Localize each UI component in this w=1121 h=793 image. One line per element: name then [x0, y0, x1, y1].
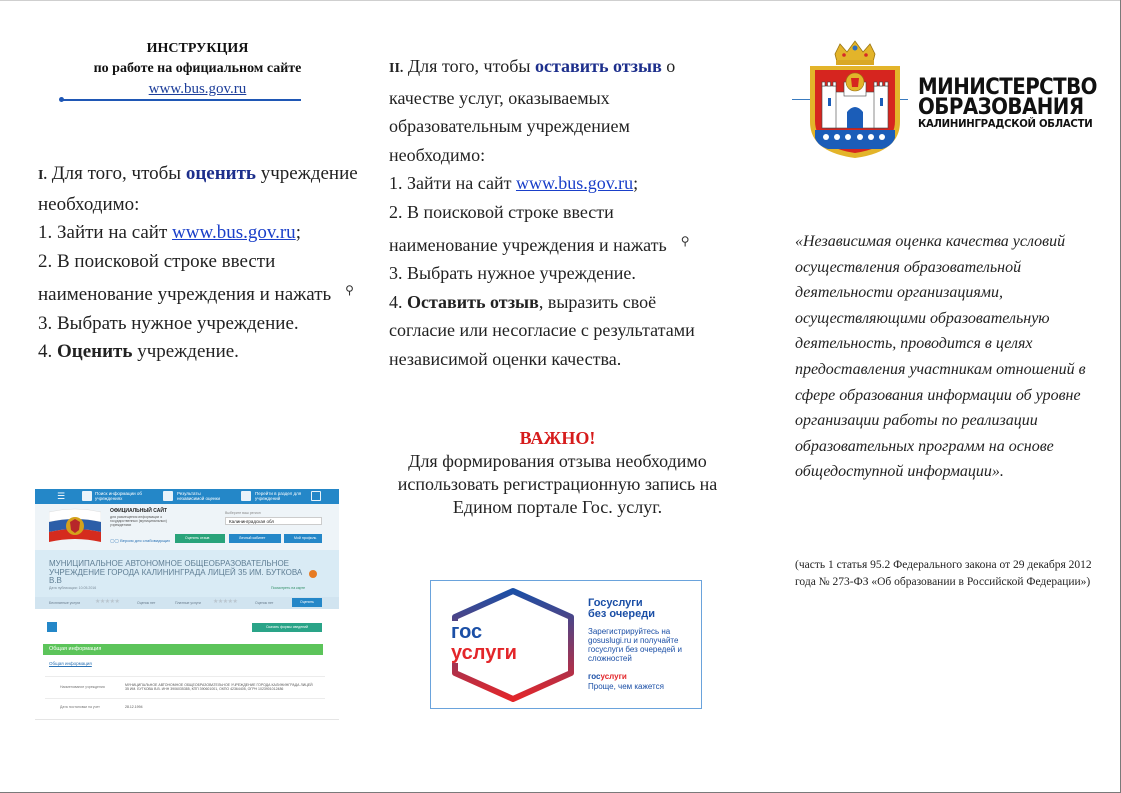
- important-text: Для формирования отзыва необходимо использовать регистрационную запись на Едином портале Гос. услуг.: [397, 451, 718, 517]
- important-title: ВАЖНО!: [519, 428, 596, 448]
- step-4: [38, 338, 358, 367]
- banner-headline: [588, 598, 655, 620]
- ministry-line-3: КАЛИНИНГРАДСКОЙ ОБЛАСТИ: [918, 117, 1093, 130]
- step-3: 3. Выбрать нужное учреждение.: [38, 312, 299, 334]
- step-2-text: 2. В поисковой строке ввести наименование учреждения и нажать: [38, 250, 332, 305]
- step-4-suffix: учреждение.: [132, 341, 239, 362]
- section-number: II.: [389, 61, 404, 76]
- search-icon: ⚲: [345, 283, 354, 297]
- banner-body: Зарегистрируйтесь на gosuslugi.ru и получайте госуслуги без очередей и сложностей: [588, 627, 682, 663]
- menu-square-icon: [47, 622, 57, 632]
- menu-icon: ☰: [57, 491, 66, 501]
- gosuslugi-logo-top: гос: [451, 621, 483, 643]
- step-1-suffix: ;: [633, 173, 639, 194]
- building-icon: [82, 491, 92, 501]
- glasses-icon: ◯◯: [110, 538, 121, 543]
- step-1: [389, 169, 719, 198]
- briefcase-icon: [241, 491, 251, 501]
- step-4-keyword: Оставить отзыв: [407, 291, 539, 312]
- banner-slogan: Проще, чем кажется: [588, 682, 664, 691]
- paid-services-label: Платные услуги: [175, 601, 201, 605]
- important-note: [380, 427, 735, 519]
- search-icon: ⚲: [680, 233, 690, 248]
- rate-instructions: [38, 160, 358, 367]
- row-value: МУНИЦИПАЛЬНОЕ АВТОНОМНОЕ ОБЩЕОБРАЗОВАТЕЛЬНОЕ УЧРЕЖДЕНИЕ ГОРОДА КАЛИНИНГРАДА ЛИЦЕЙ 35 ИМ. БУТКОВА В.В. ИНН 3906035385, КПП 390601001, ОКПО 42364405, ОГРН 1023901012486: [125, 683, 313, 691]
- site-topbar: [35, 489, 339, 504]
- download-forms-button: Скачать формы сведений: [252, 623, 322, 632]
- publication-date: Дата публикации: 10.05.2016: [49, 586, 97, 590]
- instruction-url[interactable]: www.bus.gov.ru: [148, 81, 247, 97]
- help-icon: [311, 491, 321, 501]
- header-rule: [61, 99, 301, 101]
- ministry-name: [918, 75, 1117, 131]
- section-number: I.: [38, 168, 47, 183]
- rate-review-button: Оценить отзыв: [175, 534, 225, 543]
- gosuslugi-logo-bottom: услуги: [451, 642, 517, 664]
- cabinet-button: Личный кабинет: [229, 534, 281, 543]
- step-1: [38, 219, 358, 248]
- map-link: Посмотреть на карте: [271, 586, 306, 590]
- site-link[interactable]: www.bus.gov.ru: [172, 222, 296, 243]
- row-key: Наименование учреждения: [60, 685, 105, 689]
- russian-flag-emblem-icon: [49, 508, 101, 546]
- step-2-text: 2. В поисковой строке ввести наименование учреждения и нажать: [389, 201, 667, 255]
- review-intro: [389, 52, 719, 169]
- region-select: Калининградская обл: [225, 517, 322, 525]
- nav-institutions: Перейти в раздел для учреждений: [255, 491, 302, 501]
- step-2: [389, 198, 719, 259]
- general-info-link: Общая информация: [49, 661, 92, 666]
- general-info-header: Общая информация: [43, 644, 323, 655]
- step-4: [389, 288, 719, 374]
- instruction-title: ИНСТРУКЦИЯ: [146, 41, 249, 56]
- free-services-hint: Оценок нет: [137, 601, 156, 605]
- gosuslugi-banner: [430, 580, 702, 709]
- review-instructions: [389, 52, 719, 374]
- organization-name: МУНИЦИПАЛЬНОЕ АВТОНОМНОЕ ОБЩЕОБРАЗОВАТЕЛЬНОЕ УЧРЕЖДЕНИЕ ГОРОДА КАЛИНИНГРАДА ЛИЦЕЙ 35 ИМ. БУТКОВА В.В: [49, 559, 303, 585]
- kaliningrad-coat-of-arms-icon: [802, 40, 908, 160]
- keyword-review: оставить отзыв: [534, 56, 662, 76]
- rate-intro: [38, 160, 358, 219]
- brand-part-1: гос: [588, 672, 601, 681]
- nav-results: Результаты независимой оценки: [177, 491, 220, 501]
- step-4-keyword: Оценить: [57, 341, 133, 362]
- brand-part-2: услуги: [600, 672, 627, 681]
- intro-text-end: о качестве услуг, оказываемых образовательным учреждением необходимо:: [389, 56, 676, 165]
- ministry-line-2: ОБРАЗОВАНИЯ: [918, 95, 1084, 120]
- accessibility-text: Версия для слабовидящих: [120, 538, 171, 543]
- page-border-top: [0, 0, 1121, 1]
- rule-dot: [59, 97, 64, 102]
- intro-text-end: учреждение необходимо:: [38, 163, 358, 215]
- region-label: Выберите ваш регион: [225, 511, 261, 515]
- law-reference: (часть 1 статья 95.2 Федерального закона от 29 декабря 2012 года № 273-ФЗ «Об образовании в Российской Федерации»): [795, 559, 1092, 588]
- step-1-text: 1. Зайти на сайт: [389, 173, 516, 194]
- step-4-prefix: 4.: [389, 291, 407, 312]
- intro-text: Для того, чтобы: [46, 163, 186, 184]
- paid-services-stars: ★★★★★: [213, 599, 238, 605]
- profile-button: Мой профиль: [284, 534, 322, 543]
- headline-line-2: без очереди: [588, 608, 655, 620]
- paid-services-hint: Оценок нет: [255, 601, 274, 605]
- site-title: ОФИЦИАЛЬНЫЙ САЙТ: [110, 508, 168, 514]
- intro-text: Для того, чтобы: [403, 56, 535, 76]
- step-1-suffix: ;: [295, 222, 301, 243]
- step-3: 3. Выбрать нужное учреждение.: [389, 263, 636, 284]
- step-4-prefix: 4.: [38, 341, 57, 362]
- bus-gov-website-screenshot: [35, 489, 339, 720]
- keyword-rate: оценить: [185, 163, 256, 184]
- nav-search: Поиск информации об учреждениях: [95, 491, 142, 501]
- check-icon: [163, 491, 173, 501]
- rss-icon: [309, 570, 317, 578]
- site-subtitle: для размещения информации о государственных (муниципальных) учреждениях: [110, 515, 167, 527]
- free-services-label: Бесплатные услуги: [49, 601, 81, 605]
- banner-brand: [588, 672, 627, 681]
- free-services-stars: ★★★★★: [95, 599, 120, 605]
- instruction-subtitle: по работе на официальном сайте: [93, 61, 302, 76]
- site-link[interactable]: www.bus.gov.ru: [515, 173, 634, 194]
- row-value: 28.12.1994: [125, 705, 143, 709]
- headline-line-1: Госуслуги: [588, 597, 643, 609]
- step-4-suffix: , выразить своё согласие или несогласие с результатами независимой оценки качества.: [389, 291, 695, 369]
- step-1-text: 1. Зайти на сайт: [38, 222, 173, 243]
- ministry-line-1: МИНИСТЕРСТВО: [918, 75, 1097, 100]
- instruction-header: [40, 39, 355, 99]
- rate-button: Оценить: [292, 598, 322, 607]
- law-quote: «Независимая оценка качества условий осуществления образовательной деятельности организациями, осуществляющими образовательную деятельность, проводится в целях предоставления участникам отношений в сфере образования информации об уровне организации работы по реализации образовательных программ на основе общедоступной информации».: [795, 233, 1086, 481]
- row-key: Дата постановки на учет: [60, 705, 100, 709]
- accessibility-link: [110, 538, 170, 543]
- step-2: [38, 248, 358, 310]
